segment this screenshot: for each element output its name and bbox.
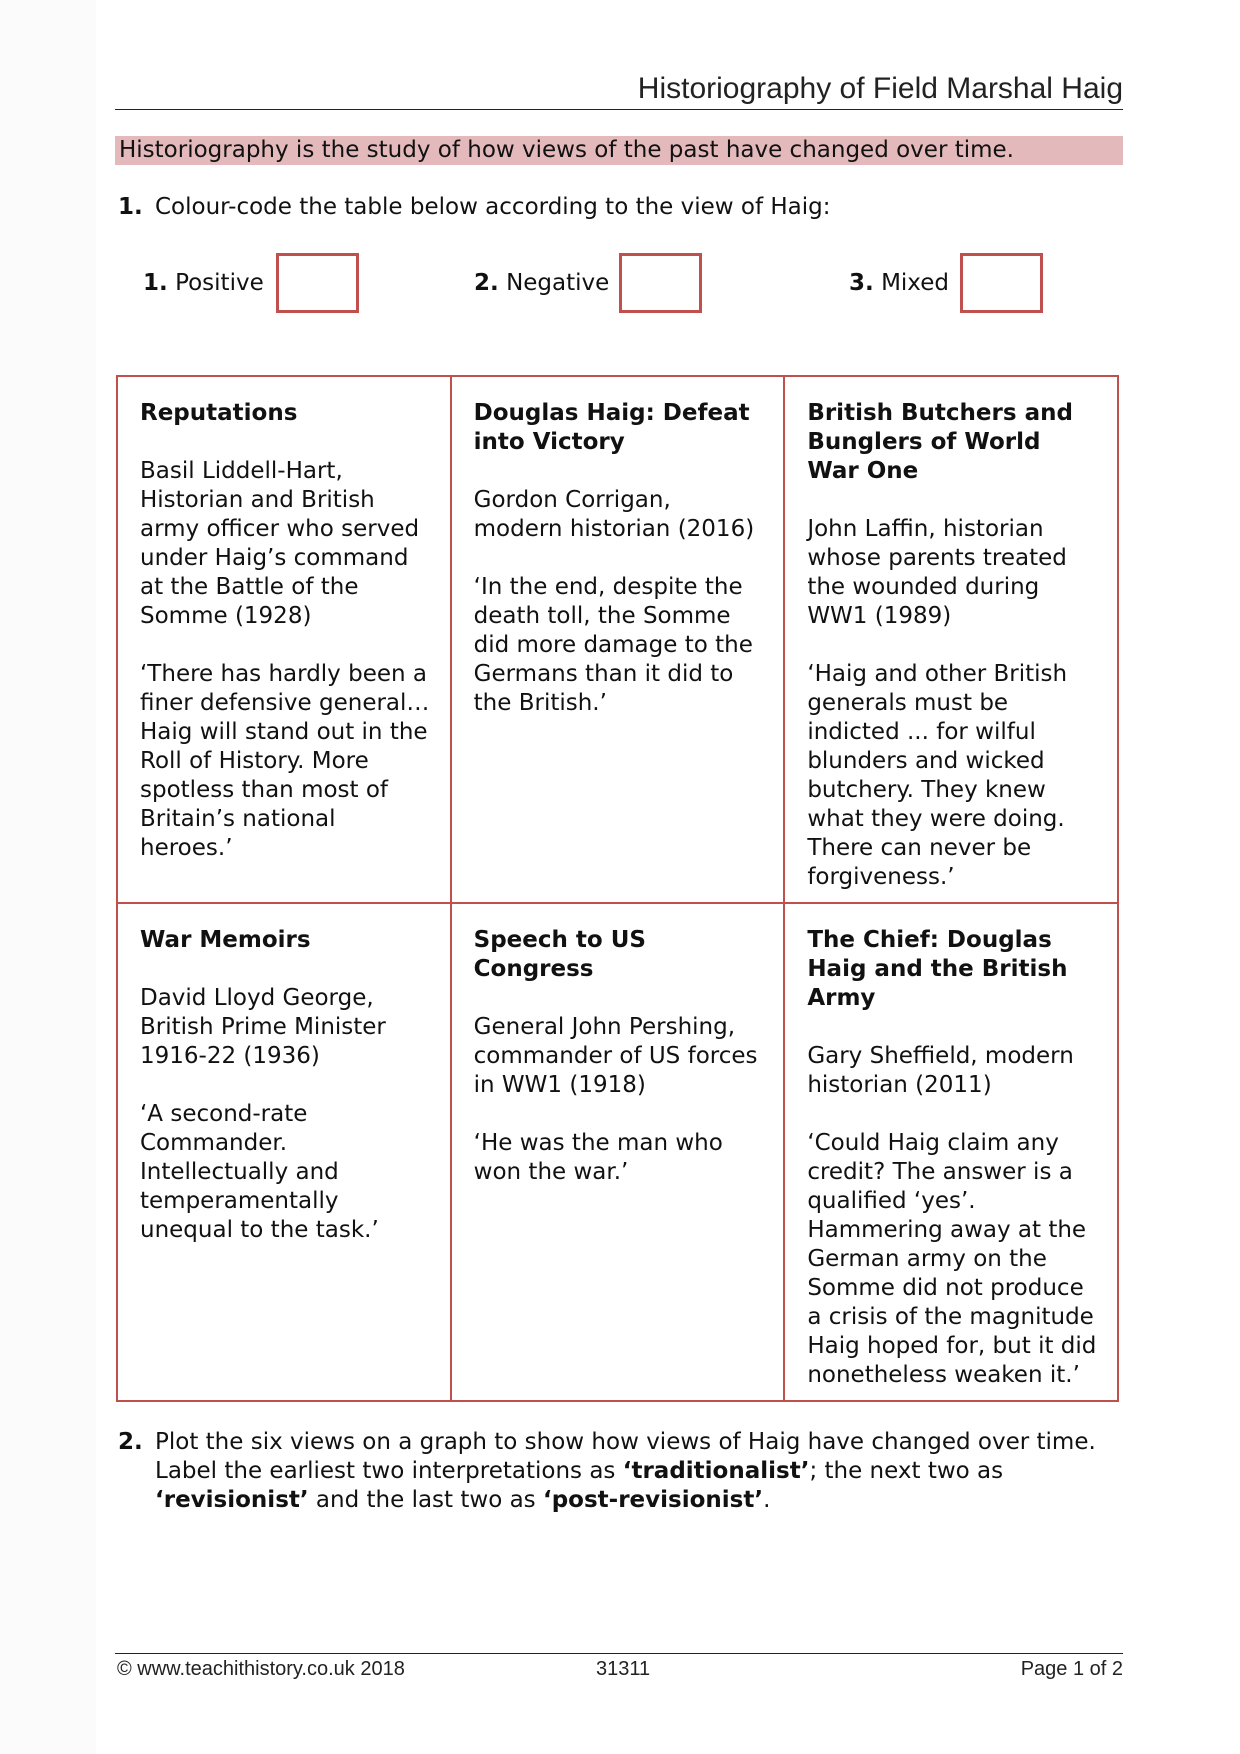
task-1-number: 1. (118, 194, 143, 220)
footer-copyright: © www.teachithistory.co.uk 2018 (117, 1658, 405, 1680)
task-2 (118, 1428, 1118, 1515)
page-margin (0, 0, 96, 1754)
view-quote: ‘Could Haig claim any credit? The answer is a qualified ‘yes’. Hammering away at the German army on the Somme did not produce a crisis of the magnitude Haig hoped for, but it did nonetheless weaken it.’ (807, 1130, 1097, 1388)
view-author: David Lloyd George, British Prime Minister 1916-22 (1936) (140, 985, 386, 1069)
table-row (117, 903, 1118, 1401)
view-cell[interactable] (117, 903, 451, 1401)
view-author: Basil Liddell-Hart, Historian and British army officer who served under Haig’s command at the Battle of the Somme (1928) (140, 458, 420, 629)
view-author: Gordon Corrigan, modern historian (2016) (473, 487, 755, 542)
view-cell[interactable] (451, 376, 785, 903)
view-cell[interactable] (784, 376, 1118, 903)
view-quote: ‘In the end, despite the death toll, the Somme did more damage to the Germans than it did to the British.’ (473, 574, 753, 716)
footer-resource-code: 31311 (596, 1658, 651, 1680)
task-2-text-part: Plot the six views on a graph to show how views of Haig have changed over time. Label the earliest two interpretations as (155, 1429, 1096, 1484)
key-item-negative (474, 268, 609, 298)
view-title: Speech to US Congress (473, 927, 646, 982)
header-divider (115, 109, 1123, 110)
task-2-text-part: ; the next two as (809, 1458, 1004, 1484)
task-1 (118, 193, 1098, 222)
colour-box-negative[interactable] (619, 253, 702, 313)
term-traditionalist: ‘traditionalist’ (622, 1458, 810, 1484)
key-item-positive (143, 268, 264, 298)
key-item-mixed (849, 268, 949, 298)
view-quote: ‘He was the man who won the war.’ (473, 1130, 723, 1185)
view-quote: ‘A second-rate Commander. Intellectually and temperamentally unequal to the task.’ (140, 1101, 379, 1243)
term-revisionist: ‘revisionist’ (155, 1487, 309, 1513)
view-title: British Butchers and Bunglers of World War One (807, 400, 1073, 484)
view-cell[interactable] (117, 376, 451, 903)
key-label: Negative (506, 270, 610, 296)
footer-divider (115, 1653, 1123, 1654)
definition-banner: Historiography is the study of how views of the past have changed over time. (115, 136, 1123, 165)
colour-box-mixed[interactable] (960, 253, 1043, 313)
view-title: War Memoirs (140, 927, 311, 953)
view-title: Douglas Haig: Defeat into Victory (473, 400, 750, 455)
task-2-text (155, 1428, 1118, 1515)
task-2-text-part: and the last two as (308, 1487, 543, 1513)
term-post-revisionist: ‘post-revisionist’ (542, 1487, 764, 1513)
page-title: Historiography of Field Marshal Haig (637, 72, 1123, 105)
key-label: Positive (175, 270, 264, 296)
footer-page-number: Page 1 of 2 (1020, 1658, 1123, 1680)
task-1-text: Colour-code the table below according to the view of Haig: (155, 194, 831, 220)
views-table (116, 375, 1119, 1402)
key-label: Mixed (881, 270, 949, 296)
colour-box-positive[interactable] (276, 253, 359, 313)
view-author: John Laffin, historian whose parents treated the wounded during WW1 (1989) (807, 516, 1067, 629)
view-title: Reputations (140, 400, 298, 426)
view-cell[interactable] (784, 903, 1118, 1401)
task-2-number: 2. (118, 1429, 143, 1455)
key-number: 2. (474, 270, 499, 296)
view-quote: ‘Haig and other British generals must be indicted ... for wilful blunders and wicked butchery. They knew what they were doing. There can never be forgiveness.’ (807, 661, 1068, 890)
view-author: General John Pershing, commander of US forces in WW1 (1918) (473, 1014, 758, 1098)
view-author: Gary Sheffield, modern historian (2011) (807, 1043, 1074, 1098)
key-number: 1. (143, 270, 168, 296)
view-title: The Chief: Douglas Haig and the British Army (807, 927, 1068, 1011)
view-cell[interactable] (451, 903, 785, 1401)
view-quote: ‘There has hardly been a finer defensive general… Haig will stand out in the Roll of History. More spotless than most of Britain’s national heroes.’ (140, 661, 430, 861)
task-2-text-part: . (763, 1487, 771, 1513)
table-row (117, 376, 1118, 903)
key-number: 3. (849, 270, 874, 296)
